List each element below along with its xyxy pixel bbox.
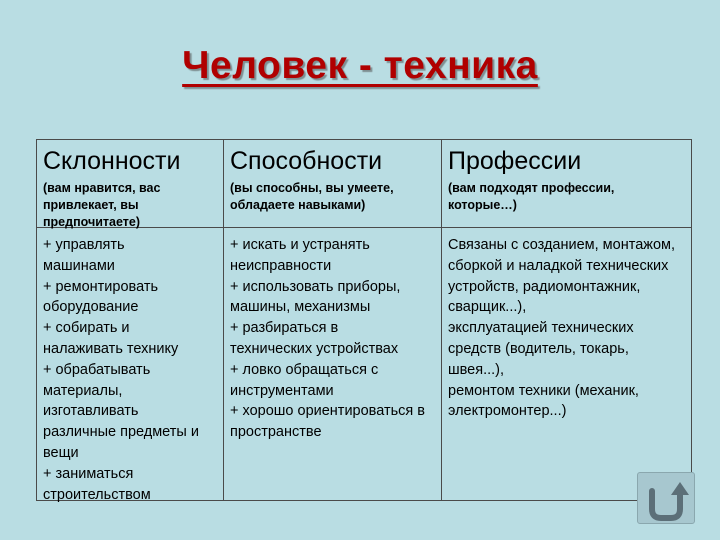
column-heading-professions: Профессии bbox=[448, 147, 582, 175]
list-item: + хорошо ориентироваться в пространстве bbox=[230, 403, 425, 441]
column-subheading-abilities: (вы способны, вы умеете, обладаете навыками) bbox=[230, 181, 394, 212]
abilities-list bbox=[224, 235, 442, 443]
list-item: + ловко обращаться с инструментами bbox=[230, 361, 379, 399]
slide-title-text: Человек - техника bbox=[182, 44, 538, 87]
list-item: ремонтом техники (механик, электромонтер...) bbox=[448, 382, 639, 420]
list-item: + использовать приборы, машины, механизмы bbox=[230, 278, 401, 316]
column-subheading-professions: (вам подходят профессии, которые…) bbox=[448, 181, 615, 212]
slide-title bbox=[0, 44, 720, 88]
list-item: + собирать и налаживать технику bbox=[43, 320, 179, 357]
column-heading-inclinations: Склонности bbox=[43, 147, 181, 175]
list-item: + обрабатывать материалы, изготавливать различные предметы и вещи bbox=[43, 361, 199, 461]
professions-list bbox=[442, 235, 693, 422]
return-arrow-icon bbox=[638, 473, 696, 525]
column-heading-abilities: Способности bbox=[230, 147, 383, 175]
comparison-table bbox=[36, 139, 692, 501]
return-button[interactable] bbox=[637, 472, 695, 524]
list-item: + искать и устранять неисправности bbox=[230, 237, 370, 274]
list-item: + заниматься строительством bbox=[43, 465, 151, 503]
list-item: эксплуатацией технических средств (водитель, токарь, швея...), bbox=[448, 320, 634, 378]
column-subheading-inclinations: (вам нравится, вас привлекает, вы предпочитаете) bbox=[43, 181, 161, 229]
list-item: Связаны с созданием, монтажом, сборкой и наладкой технических устройств, радиомонтажник, сварщик...), bbox=[448, 237, 676, 316]
inclinations-list bbox=[37, 235, 224, 505]
list-item: + управлять машинами bbox=[43, 237, 125, 274]
list-item: + ремонтировать оборудование bbox=[43, 278, 159, 316]
list-item: + разбираться в технических устройствах bbox=[230, 320, 399, 357]
